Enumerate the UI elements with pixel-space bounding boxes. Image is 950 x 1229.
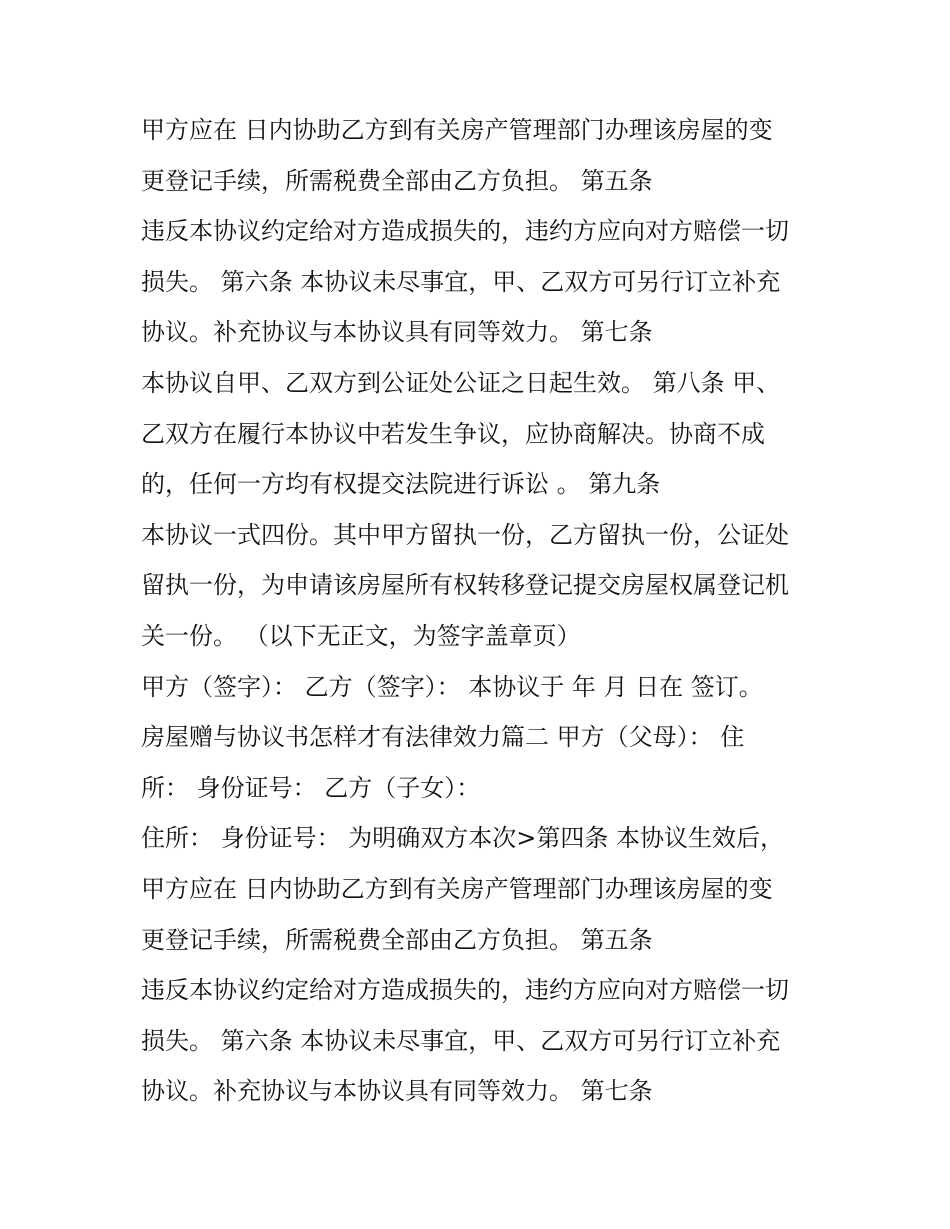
text-line: 乙双方在履行本协议中若发生争议，应协商解决。协商不成: [141, 419, 765, 448]
text-line: 更登记手续，所需税费全部由乙方负担。 第五条: [141, 925, 653, 954]
text-line: 甲方（签字）： 乙方（签字）： 本协议于 年 月 日在 签订。: [141, 672, 763, 701]
text-line: 房屋赠与协议书怎样才有法律效力篇二 甲方（父母）： 住: [141, 723, 745, 752]
text-line: 损失。 第六条 本协议未尽事宜，甲、乙双方可另行订立补充: [141, 1026, 781, 1055]
text-line: 留执一份，为申请该房屋所有权转移登记提交房屋权属登记机: [141, 571, 789, 600]
text-line: 住所： 身份证号： 为明确双方本次>第四条 本协议生效后，: [141, 824, 784, 853]
text-line: 违反本协议约定给对方造成损失的，违约方应向对方赔偿一切: [141, 976, 789, 1005]
text-line: 甲方应在 日内协助乙方到有关房产管理部门办理该房屋的变: [141, 874, 773, 903]
text-line: 关一份。 （以下无正文，为签字盖章页）: [141, 621, 581, 650]
text-line: 损失。 第六条 本协议未尽事宜，甲、乙双方可另行订立补充: [141, 267, 781, 296]
text-line: 本协议自甲、乙双方到公证处公证之日起生效。 第八条 甲、: [141, 368, 781, 397]
document-body: [141, 110, 841, 1122]
text-line: 协议。补充协议与本协议具有同等效力。 第七条: [141, 318, 653, 347]
text-line: 所： 身份证号： 乙方（子女）：: [141, 773, 481, 802]
text-line: 甲方应在 日内协助乙方到有关房产管理部门办理该房屋的变: [141, 116, 773, 144]
text-line: 更登记手续，所需税费全部由乙方负担。 第五条: [141, 166, 653, 195]
text-line: 的，任何一方均有权提交法院进行诉讼 。 第九条: [141, 470, 661, 499]
text-line: 协议。补充协议与本协议具有同等效力。 第七条: [141, 1077, 653, 1106]
text-line: 违反本协议约定给对方造成损失的，违约方应向对方赔偿一切: [141, 217, 789, 246]
text-line: 本协议一式四份。其中甲方留执一份，乙方留执一份，公证处: [141, 520, 789, 549]
